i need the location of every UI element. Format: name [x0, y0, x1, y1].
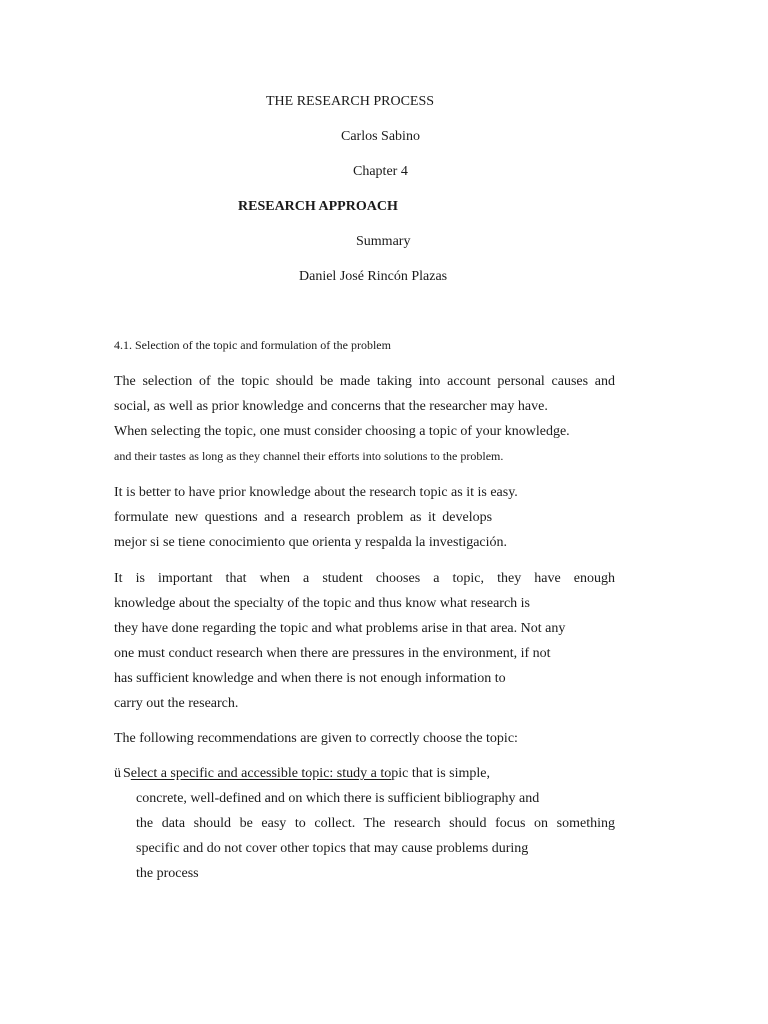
paragraph-line: one must conduct research when there are pressures in the environment, if not: [114, 646, 551, 661]
section-heading: 4.1. Selection of the topic and formulation of the problem: [114, 338, 391, 352]
paragraph: [114, 566, 615, 716]
chapter-title: RESEARCH APPROACH: [238, 199, 398, 214]
bullet-line: concrete, well-defined and on which there is sufficient bibliography and: [136, 791, 540, 806]
chapter-label: Chapter 4: [353, 164, 408, 179]
bullet-text-underlined: elect a specific and accessible topic: study a to: [130, 766, 392, 781]
paragraph-line: carry out the research.: [114, 696, 239, 711]
paragraph-line: they have done regarding the topic and what problems arise in that area. Not any: [114, 621, 566, 636]
bullet-first-line: [114, 761, 615, 786]
paragraph-line: It is better to have prior knowledge about the research topic as it is easy.: [114, 485, 518, 500]
paragraph-line: mejor si se tiene conocimiento que orienta y respalda la investigación.: [114, 535, 508, 550]
paragraph-line: knowledge about the specialty of the topic and thus know what research is: [114, 596, 530, 611]
author-name: Carlos Sabino: [341, 129, 420, 144]
summary-author: Daniel José Rincón Plazas: [299, 269, 448, 284]
paragraph: [114, 369, 615, 469]
bullet-line: the process: [136, 866, 199, 881]
bullet-text-suffix: pic that is simple,: [391, 766, 491, 781]
paragraph-line: has sufficient knowledge and when there is not enough information to: [114, 671, 506, 686]
paragraph-line: The following recommendations are given to correctly choose the topic:: [114, 731, 518, 746]
bullet-line: specific and do not cover other topics that may cause problems during: [136, 841, 529, 856]
paragraph-line: When selecting the topic, one must consider choosing a topic of your knowledge.: [114, 424, 570, 439]
checkmark-bullet-icon: ü: [114, 766, 121, 781]
paragraph-line: The selection of the topic should be made taking into account personal causes and: [114, 374, 615, 389]
paragraph-line: formulate new questions and a research problem as it develops: [114, 510, 493, 525]
paragraph: [114, 480, 615, 555]
paragraph-line: and their tastes as long as they channel their efforts into solutions to the problem.: [114, 449, 504, 463]
bullet-item: [114, 761, 615, 886]
paragraph: [114, 726, 615, 751]
bullet-text-prefix: S: [123, 766, 131, 781]
document-title: THE RESEARCH PROCESS: [266, 94, 435, 109]
paragraph-line: It is important that when a student chooses a topic, they have enough: [114, 571, 615, 586]
paragraph-line: social, as well as prior knowledge and concerns that the researcher may have.: [114, 399, 548, 414]
bullet-line: the data should be easy to collect. The research should focus on something: [136, 816, 615, 831]
summary-label: Summary: [356, 234, 411, 249]
